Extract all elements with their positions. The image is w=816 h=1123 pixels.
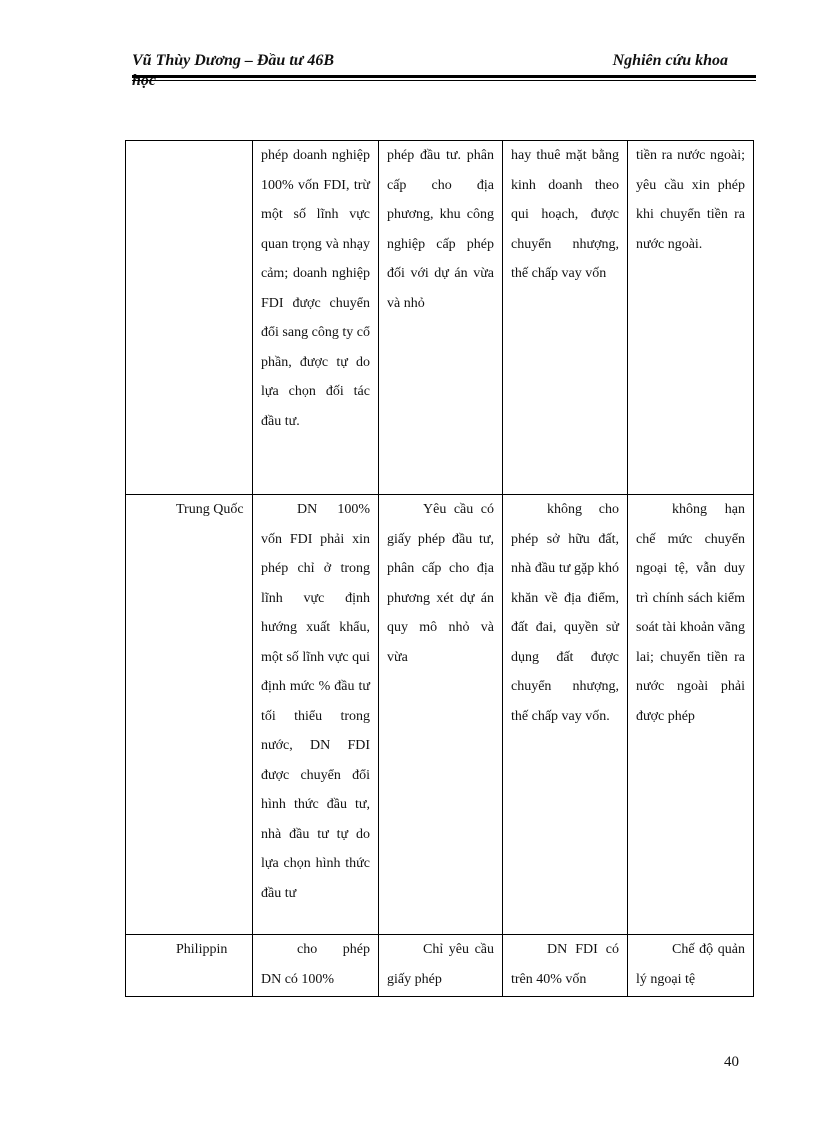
table-cell: DN 100% vốn FDI phải xin phép chỉ ở trong lĩnh vực định hướng xuất khẩu, một số lĩnh vực qui định mức % đầu tư tối thiểu trong nước, DN FDI được chuyển đổi hình thức đầu tư, nhà đầu tư tự do lựa chọn hình thức đầu tư (253, 495, 379, 935)
header-title: Nghiên cứu khoa (612, 52, 728, 69)
page-header (132, 52, 756, 92)
table-row (126, 495, 754, 935)
table-row (126, 935, 754, 997)
comparison-table (125, 140, 754, 997)
header-rule-thin (132, 80, 756, 81)
table-row (126, 141, 754, 495)
header-author: Vũ Thùy Dương – Đầu tư 46B (132, 52, 335, 69)
table-cell: hay thuê mặt bằng kinh doanh theo qui hoạch, được chuyển nhượng, thế chấp vay vốn (503, 141, 628, 495)
table-cell: Yêu cầu có giấy phép đầu tư, phân cấp cho địa phương xét dự án quy mô nhỏ và vừa (379, 495, 503, 935)
table-cell: DN FDI có trên 40% vốn (503, 935, 628, 997)
table-cell: Chỉ yêu cầu giấy phép (379, 935, 503, 997)
table-cell: không hạn chế mức chuyển ngoại tệ, vẫn duy trì chính sách kiểm soát tài khoản vãng lai; chuyển tiền ra nước ngoài phải được phép (628, 495, 754, 935)
table-cell: Chế độ quản lý ngoại tệ (628, 935, 754, 997)
table-cell: không cho phép sở hữu đất, nhà đầu tư gặp khó khăn về địa điểm, đất đai, quyền sử dụng đất được chuyển nhượng, thế chấp vay vốn. (503, 495, 628, 935)
country-cell: Trung Quốc (126, 495, 253, 935)
header-title-wrap: học (132, 72, 156, 89)
table-cell: tiền ra nước ngoài; yêu cầu xin phép khi chuyển tiền ra nước ngoài. (628, 141, 754, 495)
country-cell: Philippin (126, 935, 253, 997)
header-rule-thick (132, 75, 756, 78)
table-cell: cho phép DN có 100% (253, 935, 379, 997)
page-number: 40 (724, 1054, 739, 1070)
table-cell: phép doanh nghiệp 100% vốn FDI, trừ một số lĩnh vực quan trọng và nhạy cảm; doanh nghiệp FDI được chuyển đổi sang công ty cổ phần, được tự do lựa chọn đối tác đầu tư. (253, 141, 379, 495)
table-cell: phép đầu tư. phân cấp cho địa phương, khu công nghiệp cấp phép đối với dự án vừa và nhỏ (379, 141, 503, 495)
country-cell (126, 141, 253, 495)
